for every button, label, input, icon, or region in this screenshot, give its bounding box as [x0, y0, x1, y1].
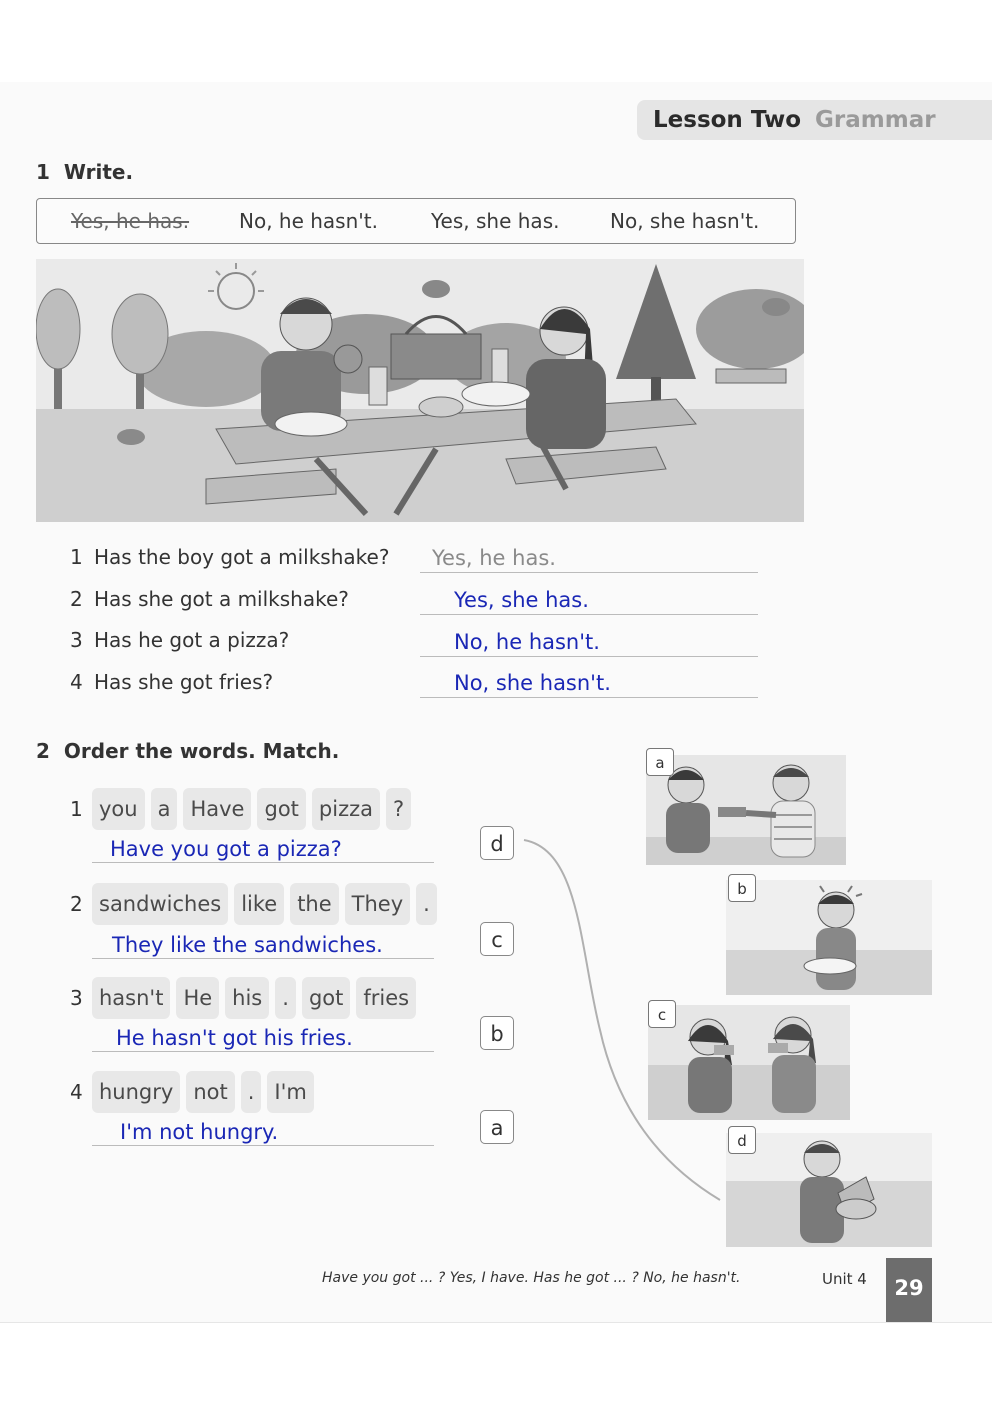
- order-item-number: 1: [70, 797, 83, 821]
- unit-label: Unit 4: [822, 1270, 867, 1288]
- word-tile[interactable]: a: [151, 788, 178, 830]
- order-item-number: 4: [70, 1080, 83, 1104]
- word-tile[interactable]: pizza: [312, 788, 380, 830]
- lesson-title: Lesson Two: [653, 107, 802, 133]
- question-row-4: [70, 670, 273, 694]
- word-tile[interactable]: ?: [386, 788, 411, 830]
- exercise-2-number: 2: [36, 739, 50, 763]
- word-tile[interactable]: hasn't: [92, 977, 170, 1019]
- order-answer-line-1[interactable]: [92, 834, 434, 863]
- picture-label-d: d: [728, 1126, 756, 1154]
- picture-a-drawing: [646, 755, 846, 865]
- question-number: 1: [70, 545, 83, 569]
- answer-line-2[interactable]: [420, 584, 758, 615]
- picture-d-drawing: [726, 1133, 932, 1247]
- order-item-number: 2: [70, 892, 83, 916]
- question-number: 4: [70, 670, 83, 694]
- order-answer-text: He hasn't got his fries.: [116, 1026, 353, 1050]
- match-box-1[interactable]: d: [480, 826, 514, 860]
- picnic-scene-drawing: [36, 259, 804, 522]
- word-tile[interactable]: his: [225, 977, 269, 1019]
- word-tile[interactable]: like: [234, 883, 284, 925]
- order-answer-line-2[interactable]: [92, 930, 434, 959]
- exercise-1-instruction: Write.: [63, 160, 134, 184]
- word-tile[interactable]: .: [275, 977, 296, 1019]
- picture-b: [726, 880, 932, 995]
- word-box-item: No, he hasn't.: [239, 209, 378, 233]
- answer-text: No, she hasn't.: [454, 671, 611, 695]
- order-answer-line-4[interactable]: [92, 1117, 434, 1146]
- question-row-1: [70, 545, 389, 569]
- question-text: Has she got a milkshake?: [94, 587, 349, 611]
- question-text: Has he got a pizza?: [94, 628, 290, 652]
- word-tile[interactable]: fries: [356, 977, 416, 1019]
- picture-label-c: c: [648, 1000, 676, 1028]
- picture-a: [646, 755, 846, 865]
- question-number: 2: [70, 587, 83, 611]
- word-tiles-4: [92, 1071, 314, 1113]
- picture-c: [648, 1005, 850, 1120]
- exercise-2-instruction: Order the words. Match.: [63, 739, 340, 763]
- lesson-header: [637, 100, 992, 140]
- match-box-3[interactable]: b: [480, 1016, 514, 1050]
- word-box: [36, 198, 796, 244]
- page-margin: [0, 1322, 992, 1404]
- word-tile[interactable]: sandwiches: [92, 883, 228, 925]
- answer-text: Yes, she has.: [454, 588, 589, 612]
- word-box-item: Yes, she has.: [431, 209, 560, 233]
- order-answer-line-3[interactable]: [92, 1023, 434, 1052]
- picture-b-drawing: [726, 880, 932, 995]
- question-text: Has the boy got a milkshake?: [94, 545, 390, 569]
- word-tile[interactable]: not: [186, 1071, 234, 1113]
- answer-text: Yes, he has.: [432, 546, 556, 570]
- footer-grammar-summary: Have you got ... ? Yes, I have. Has he got ... ? No, he hasn't.: [322, 1270, 741, 1286]
- word-tiles-2: [92, 883, 437, 925]
- picture-label-a: a: [646, 748, 674, 776]
- question-row-2: [70, 587, 349, 611]
- page-number: 29: [886, 1258, 932, 1322]
- word-tile[interactable]: you: [92, 788, 145, 830]
- word-box-item: No, she hasn't.: [610, 209, 760, 233]
- word-box-item: Yes, he has.: [71, 209, 190, 233]
- question-row-3: [70, 628, 289, 652]
- order-answer-text: Have you got a pizza?: [110, 837, 342, 861]
- word-tile[interactable]: hungry: [92, 1071, 180, 1113]
- picture-c-drawing: [648, 1005, 850, 1120]
- lesson-topic: Grammar: [815, 107, 936, 133]
- word-tile[interactable]: Have: [183, 788, 251, 830]
- picture-label-b: b: [728, 874, 756, 902]
- word-tile[interactable]: .: [416, 883, 437, 925]
- word-tile[interactable]: He: [176, 977, 219, 1019]
- exercise-1-heading: [36, 160, 133, 184]
- word-tile[interactable]: They: [345, 883, 411, 925]
- match-box-4[interactable]: a: [480, 1110, 514, 1144]
- order-item-number: 3: [70, 986, 83, 1010]
- question-number: 3: [70, 628, 83, 652]
- answer-text: No, he hasn't.: [454, 630, 600, 654]
- picnic-illustration: [36, 259, 804, 522]
- exercise-2-heading: [36, 739, 339, 763]
- question-text: Has she got fries?: [94, 670, 274, 694]
- word-tiles-1: [92, 788, 411, 830]
- word-tile[interactable]: the: [290, 883, 338, 925]
- word-tile[interactable]: .: [241, 1071, 262, 1113]
- word-tile[interactable]: I'm: [267, 1071, 313, 1113]
- exercise-1-number: 1: [36, 160, 50, 184]
- picture-d: [726, 1133, 932, 1247]
- order-answer-text: They like the sandwiches.: [112, 933, 383, 957]
- answer-line-3[interactable]: [420, 626, 758, 657]
- word-tile[interactable]: got: [302, 977, 350, 1019]
- word-tile[interactable]: got: [257, 788, 305, 830]
- word-tiles-3: [92, 977, 416, 1019]
- match-box-2[interactable]: c: [480, 922, 514, 956]
- answer-line-1[interactable]: [420, 542, 758, 573]
- answer-line-4[interactable]: [420, 667, 758, 698]
- order-answer-text: I'm not hungry.: [120, 1120, 279, 1144]
